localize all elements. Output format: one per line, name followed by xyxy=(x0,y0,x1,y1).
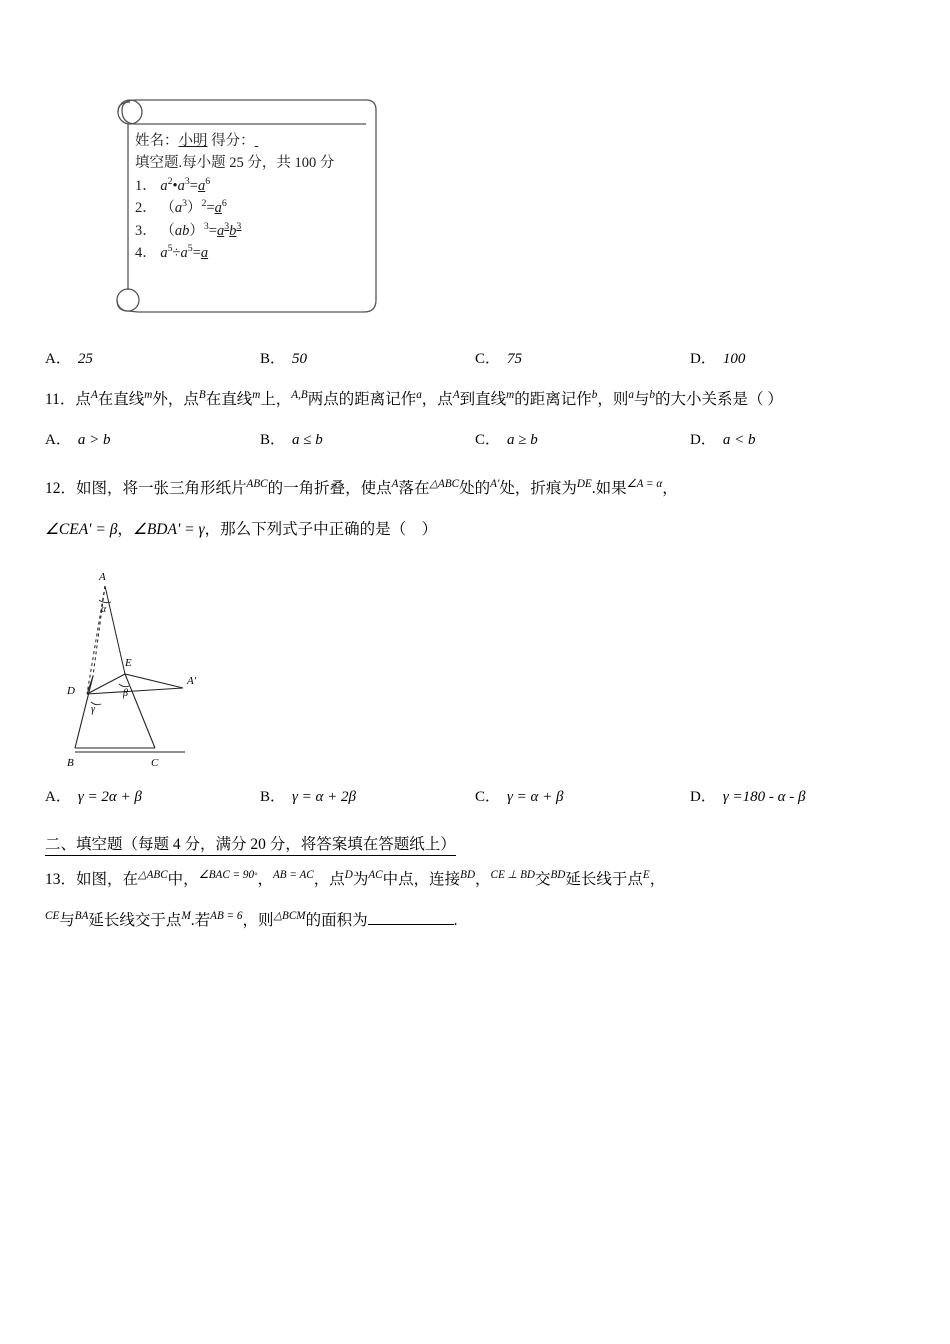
q12-angA: ∠A = α xyxy=(626,478,663,491)
q13-no: 13．如图，在 xyxy=(45,871,139,889)
q10-option-b-label: B． xyxy=(260,351,286,367)
q11-p4: 上， xyxy=(260,391,292,408)
q12-e2: ∠BDA' = γ xyxy=(132,520,205,538)
q12-option-d[interactable] xyxy=(690,785,905,806)
q11-p7: 到直线 xyxy=(459,391,507,408)
q13-p8: 延长线于点 xyxy=(565,871,643,889)
label-A: A xyxy=(99,571,106,584)
q10-option-a[interactable] xyxy=(45,347,260,368)
q11-options-row xyxy=(45,428,905,449)
question-12-line2 xyxy=(45,512,905,548)
q12-option-c[interactable] xyxy=(475,785,690,806)
q13-tribcm: △BCM xyxy=(273,909,306,922)
q12-no: 12．如图，将一张三角形纸片 xyxy=(45,480,247,498)
q12-option-a-label: A． xyxy=(45,789,71,806)
item4-b: a xyxy=(180,245,188,262)
q13-p7: 交 xyxy=(534,871,551,889)
q13-bd2: BD xyxy=(550,869,566,882)
item1-sup2: 3 xyxy=(184,176,190,188)
q11-p6: ，点 xyxy=(421,391,453,408)
q13-p2: ， xyxy=(257,871,273,889)
q11-sym-m3: m xyxy=(506,388,515,401)
note-line-instruction: 填空题.每小题 25 分，共 100 分 xyxy=(135,155,335,172)
q10-options-row xyxy=(45,347,905,368)
q12-abc: ABC xyxy=(246,478,268,491)
q11-option-a[interactable] xyxy=(45,428,260,449)
q12-p6: ， xyxy=(662,480,678,498)
q12-c1: ， xyxy=(117,520,133,538)
item3-rp: ） xyxy=(189,222,204,239)
q13-p14: 的面积为 xyxy=(305,911,368,929)
q11-option-a-label: A． xyxy=(45,432,71,449)
q11-sym-m2: m xyxy=(252,388,261,401)
q12-p4: 处，折痕为 xyxy=(499,480,577,498)
q12-option-a[interactable] xyxy=(45,785,260,806)
q12-p5: .如果 xyxy=(591,480,627,498)
item3-eq: = xyxy=(208,222,217,239)
q10-option-b-value: 50 xyxy=(292,351,308,367)
q11-p8: 的距离记作 xyxy=(514,391,592,408)
name-value: 小明 xyxy=(178,133,208,149)
note-item-3 xyxy=(135,220,385,242)
question-13-line2 xyxy=(45,903,905,939)
q12-p2: 落在 xyxy=(398,480,430,498)
q11-option-d-label: D． xyxy=(690,432,716,449)
q10-option-d-label: D． xyxy=(690,351,716,367)
q13-ang: ∠BAC = 90 xyxy=(198,869,255,882)
q13-cebd: CE ⊥ BD xyxy=(490,869,535,882)
q11-option-c-label: C． xyxy=(475,432,501,449)
q12-option-d-value: γ =180 - α - β xyxy=(722,789,806,806)
q11-p5: 两点的距离记作 xyxy=(307,391,417,408)
q12-option-c-label: C． xyxy=(475,789,501,806)
note-item-4 xyxy=(135,242,385,264)
item2-ans: a xyxy=(214,200,222,217)
q12-option-d-label: D． xyxy=(690,789,716,806)
q12-de: DE xyxy=(576,478,592,491)
q13-p6: ， xyxy=(475,871,491,889)
question-12-figure xyxy=(65,566,325,771)
item1-ans: a xyxy=(197,177,206,194)
q11-sym-a2: a xyxy=(416,388,422,401)
q13-p3: ，点 xyxy=(313,871,345,889)
item4-sup1: 5 xyxy=(167,243,173,255)
q11-sym-b3: b xyxy=(649,388,655,401)
q12-c2: ，那么下列式子中正确的是（ ） xyxy=(204,520,438,538)
question-11-text xyxy=(45,382,905,418)
item2-no: 2． xyxy=(135,200,157,217)
q13-p10: 与 xyxy=(59,911,75,929)
q13-e: E xyxy=(642,869,650,882)
q12-option-c-value: γ = α + β xyxy=(507,789,564,806)
note-item-1 xyxy=(135,175,385,197)
item2-eq: = xyxy=(206,200,215,217)
item4-no: 4． xyxy=(135,245,157,262)
q10-option-d[interactable] xyxy=(690,347,905,368)
q11-p9: ，则 xyxy=(597,391,629,408)
item4-div: ÷ xyxy=(172,245,181,262)
score-label: 得分： xyxy=(211,133,255,149)
item3-lp: （ xyxy=(160,222,175,239)
q11-option-c-value: a ≥ b xyxy=(507,432,538,449)
q13-m: M xyxy=(181,909,191,922)
q11-option-d-value: a < b xyxy=(722,432,756,449)
q13-p15: . xyxy=(453,911,458,929)
label-C: C xyxy=(151,757,159,770)
label-beta: β xyxy=(123,688,128,700)
q13-answer-blank[interactable] xyxy=(368,924,454,925)
label-B: B xyxy=(67,757,74,770)
q13-ce: CE xyxy=(45,909,60,922)
item1-ans-sup: 6 xyxy=(205,176,211,188)
q12-option-b-label: B． xyxy=(260,789,286,806)
q11-p2: 外，点 xyxy=(152,391,199,408)
q10-option-c-value: 75 xyxy=(507,351,523,367)
item4-ans: a xyxy=(200,245,209,262)
question-12-line1 xyxy=(45,471,905,507)
item3-ans1-sup: 3 xyxy=(224,221,230,233)
scroll-note-figure xyxy=(80,90,390,325)
item3-ans2: b xyxy=(229,222,237,239)
q11-option-b-value: a ≤ b xyxy=(292,432,323,449)
q13-d: D xyxy=(344,869,353,882)
q12-a: A xyxy=(391,478,399,491)
item3-base: ab xyxy=(174,222,190,239)
item4-eq: = xyxy=(192,245,201,262)
q12-tri: △ABC xyxy=(429,478,460,491)
q13-abac: AB = AC xyxy=(272,869,314,882)
q11-sym-a1: A xyxy=(90,388,98,401)
q11-sym-m1: m xyxy=(144,388,153,401)
item3-outer-sup: 3 xyxy=(203,221,209,233)
q11-option-b[interactable] xyxy=(260,428,475,449)
q11-sym-ab: A,B xyxy=(291,388,308,401)
item1-b: a xyxy=(177,177,185,194)
q11-p1: 在直线 xyxy=(97,391,145,408)
item3-ans2-sup: 3 xyxy=(236,221,242,233)
label-gamma: γ xyxy=(91,704,95,716)
q13-ab6: AB = 6 xyxy=(210,909,243,922)
item1-dot: • xyxy=(172,177,178,194)
note-item-2 xyxy=(135,197,385,219)
q12-ap: A' xyxy=(490,478,500,491)
q13-p13: ，则 xyxy=(242,911,274,929)
q10-option-d-value: 100 xyxy=(722,351,746,367)
item2-base: a xyxy=(174,200,183,217)
item2-ans-sup: 6 xyxy=(221,198,227,210)
item2-base-sup: 3 xyxy=(182,198,188,210)
q12-option-b-value: γ = α + 2β xyxy=(292,789,357,806)
item1-sup1: 2 xyxy=(167,176,173,188)
q13-p4: 为 xyxy=(352,871,369,889)
q11-p10: 与 xyxy=(633,391,650,408)
q13-tri: △ABC xyxy=(138,869,168,882)
q13-bd: BD xyxy=(460,869,475,882)
q10-option-b[interactable] xyxy=(260,347,475,368)
q12-option-a-value: γ = 2α + β xyxy=(77,789,142,806)
q10-option-c-label: C． xyxy=(475,351,501,367)
item2-rp: ） xyxy=(187,200,202,217)
q13-p9: ， xyxy=(649,871,666,889)
note-line-name xyxy=(135,130,385,152)
item4-sup2: 5 xyxy=(187,243,193,255)
q13-deg: ° xyxy=(254,870,258,881)
q12-option-b[interactable] xyxy=(260,785,475,806)
q12-options-row xyxy=(45,785,905,806)
item3-no: 3． xyxy=(135,222,157,239)
q10-option-a-value: 25 xyxy=(77,351,93,367)
q12-p3: 处的 xyxy=(459,480,491,498)
label-alpha: α xyxy=(101,604,107,616)
item2-lp: （ xyxy=(160,200,175,217)
q13-ba: BA xyxy=(74,909,89,922)
q11-no: 11．点 xyxy=(45,391,91,408)
item2-outer-sup: 2 xyxy=(201,198,207,210)
item4-a: a xyxy=(160,245,168,262)
q10-option-c[interactable] xyxy=(475,347,690,368)
q12-e1: ∠CEA' = β xyxy=(45,520,118,538)
q11-p11: 的大小关系是（ ） xyxy=(655,391,783,408)
item3-ans1: a xyxy=(216,222,225,239)
fold-triangle-svg xyxy=(65,566,325,771)
q13-p12: .若 xyxy=(190,911,211,929)
q11-option-b-label: B． xyxy=(260,432,286,449)
label-E: E xyxy=(125,657,132,670)
q11-sym-a3: A xyxy=(452,388,460,401)
q12-p1: 的一角折叠，使点 xyxy=(267,480,392,498)
section-2-title: 二、填空题（每题 4 分，满分 20 分，将答案填在答题纸上） xyxy=(45,832,456,856)
q13-ac: AC xyxy=(368,869,383,882)
q13-p11: 延长线交于点 xyxy=(88,911,182,929)
label-D: D xyxy=(67,685,75,698)
item1-eq: = xyxy=(189,177,198,194)
question-13-line1 xyxy=(45,862,905,898)
q13-p1: 中， xyxy=(167,871,199,889)
q11-option-d[interactable] xyxy=(690,428,905,449)
item1-no: 1． xyxy=(135,177,157,194)
name-label: 姓名： xyxy=(135,133,179,149)
q10-option-a-label: A． xyxy=(45,351,71,367)
q11-sym-b1: B xyxy=(198,388,206,401)
q11-sym-b2: b xyxy=(591,388,598,401)
q11-option-c[interactable] xyxy=(475,428,690,449)
item1-a: a xyxy=(160,177,168,194)
q11-p3: 在直线 xyxy=(205,391,253,408)
label-A-prime: A' xyxy=(187,675,197,688)
q11-sym-a4: a xyxy=(628,388,634,401)
document-content xyxy=(45,90,905,939)
q11-option-a-value: a > b xyxy=(77,432,111,449)
scroll-note-text xyxy=(135,130,385,265)
q13-p5: 中点，连接 xyxy=(382,871,461,889)
